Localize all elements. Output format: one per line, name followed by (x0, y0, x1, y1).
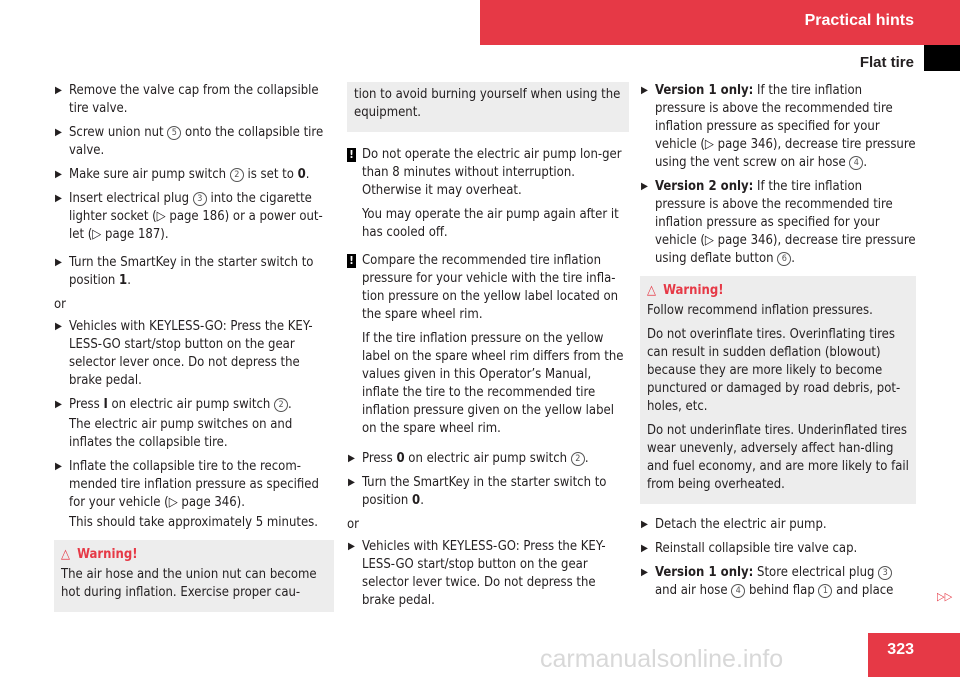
step-arrow-icon: ▶ (641, 181, 648, 192)
step-version-1-deflate: ▶ Version 1 only: If the tire inflation pressure is above the recommended tire inflation pressure as specified for your vehicle (▷ page 346), decrease tire pressure using the vent screw on air hose 4 . (641, 83, 916, 170)
warning-box-inflation (640, 276, 916, 504)
step-version-2-deflate: ▶ Version 2 only: If the tire inflation pressure is above the recommended tire inflation pressure as specified for your vehicle (▷ page 346), decrease tire pressure using deflate button 6 . (641, 179, 916, 266)
step-inflate-tire: ▶ Inflate the collapsible tire to the recom-mended tire inflation pressure as specified for your vehicle (▷ page 346). (55, 459, 319, 510)
step-reinstall-cap: ▶ Reinstall collapsible tire valve cap. (641, 541, 858, 556)
note-compare-pressure: ! Compare the recommended tire inflation pressure for your vehicle with the tire infla-tion pressure on the yellow label located on the spare wheel rim. If the tire inflation pressure on the yellow label on the spare wheel rim differs from the values given in this Operator’s Manual, inflate the tire to the recommended tire inflation pressure given on the yellow label on the spare wheel rim. (347, 252, 629, 438)
exclamation-icon: ! (347, 254, 356, 268)
step-press-i: ▶ Press I on electric air pump switch 2 . (55, 397, 292, 412)
step-store-plug: ▶ Version 1 only: Store electrical plug 3 and air hose 4 behind flap 1 and place (641, 565, 894, 598)
step-arrow-icon: ▶ (55, 169, 62, 180)
section-title: Practical hints (804, 12, 914, 29)
step-arrow-icon: ▶ (641, 85, 648, 96)
step-arrow-icon: ▶ (55, 399, 62, 410)
warning-text: Do not underinflate tires. Underinflated tires wear unevenly, adversely affect han-dling and fuel economy, and are more likely to fail from being overheated. (647, 423, 909, 492)
callout-number: 6 (777, 252, 791, 266)
callout-number: 2 (274, 398, 288, 412)
warning-heading: △ Warning! (61, 547, 138, 562)
or-separator: or (54, 297, 66, 312)
step-arrow-icon: ▶ (348, 541, 355, 552)
step-duration-text: This should take approximately 5 minutes. (69, 515, 318, 530)
page-number: 323 (887, 641, 914, 658)
callout-number: 2 (571, 452, 585, 466)
warning-heading: △ Warning! (647, 283, 724, 298)
header-tab-marker (924, 45, 960, 71)
note-pump-duration: ! Do not operate the electric air pump lon-ger than 8 minutes without interruption. Otherwise it may overheat. You may operate the air pump again after it has cooled off. (347, 146, 629, 242)
section-header-bar (480, 0, 960, 45)
continue-arrow-icon: ▷▷ (937, 590, 953, 603)
warning-triangle-icon: △ (61, 547, 70, 562)
step-arrow-icon: ▶ (348, 477, 355, 488)
warning-text-continued: tion to avoid burning yourself when using the equipment. (354, 87, 621, 120)
step-arrow-icon: ▶ (55, 321, 62, 332)
or-separator: or (347, 517, 359, 532)
warning-box-continued (347, 82, 629, 132)
callout-number: 4 (731, 584, 745, 598)
page-number-box (868, 633, 960, 677)
step-arrow-icon: ▶ (55, 257, 62, 268)
step-insert-plug: ▶ Insert electrical plug 3 into the cigarette lighter socket (▷ page 186) or a power out-let (▷ page 187). (55, 191, 323, 242)
step-screw-union-nut: ▶ Screw union nut 5 onto the collapsible tire valve. (55, 125, 324, 158)
column-3 (640, 82, 916, 606)
callout-number: 5 (167, 126, 181, 140)
callout-number: 4 (849, 156, 863, 170)
watermark: carmanualsonline.info (540, 645, 784, 673)
step-detach-pump: ▶ Detach the electric air pump. (641, 517, 827, 532)
column-1 (54, 82, 334, 612)
step-arrow-icon: ▶ (55, 193, 62, 204)
callout-number: 3 (193, 192, 207, 206)
step-keyless-go: ▶ Vehicles with KEYLESS-GO: Press the KEY-LESS-GO start/stop button on the gear selector lever once. Do not depress the brake pedal. (55, 319, 313, 388)
step-keyless-go-twice: ▶ Vehicles with KEYLESS-GO: Press the KEY-LESS-GO start/stop button on the gear selector lever twice. Do not depress the brake pedal. (348, 539, 606, 608)
column-2 (347, 82, 629, 616)
exclamation-icon: ! (347, 148, 356, 162)
warning-text: Do not overinflate tires. Overinflating tires can result in sudden deflation (blowout) because they are more likely to become punctured or damaged by road debris, pot-holes, etc. (647, 327, 901, 414)
warning-text: The air hose and the union nut can become hot during inflation. Exercise proper cau- (61, 567, 317, 600)
step-arrow-icon: ▶ (641, 567, 648, 578)
callout-number: 1 (818, 584, 832, 598)
callout-number: 3 (878, 566, 892, 580)
step-remove-valve-cap: ▶ Remove the valve cap from the collapsible tire valve. (55, 83, 319, 116)
step-turn-smartkey: ▶ Turn the SmartKey in the starter switch to position 1. (55, 255, 314, 288)
step-arrow-icon: ▶ (55, 85, 62, 96)
warning-triangle-icon: △ (647, 283, 656, 298)
step-press-0: ▶ Press 0 on electric air pump switch 2 . (348, 451, 589, 466)
warning-text: Follow recommend inflation pressures. (647, 303, 873, 318)
step-result-text: The electric air pump switches on and inflates the collapsible tire. (69, 417, 293, 450)
callout-number: 2 (230, 168, 244, 182)
step-turn-smartkey-0: ▶ Turn the SmartKey in the starter switch to position 0. (348, 475, 607, 508)
subsection-title: Flat tire (859, 54, 914, 71)
warning-box-hot-hose (54, 540, 334, 612)
step-arrow-icon: ▶ (55, 127, 62, 138)
step-arrow-icon: ▶ (55, 461, 62, 472)
step-arrow-icon: ▶ (641, 543, 648, 554)
step-arrow-icon: ▶ (348, 453, 355, 464)
step-arrow-icon: ▶ (641, 519, 648, 530)
step-check-switch: ▶ Make sure air pump switch 2 is set to 0. (55, 167, 310, 182)
